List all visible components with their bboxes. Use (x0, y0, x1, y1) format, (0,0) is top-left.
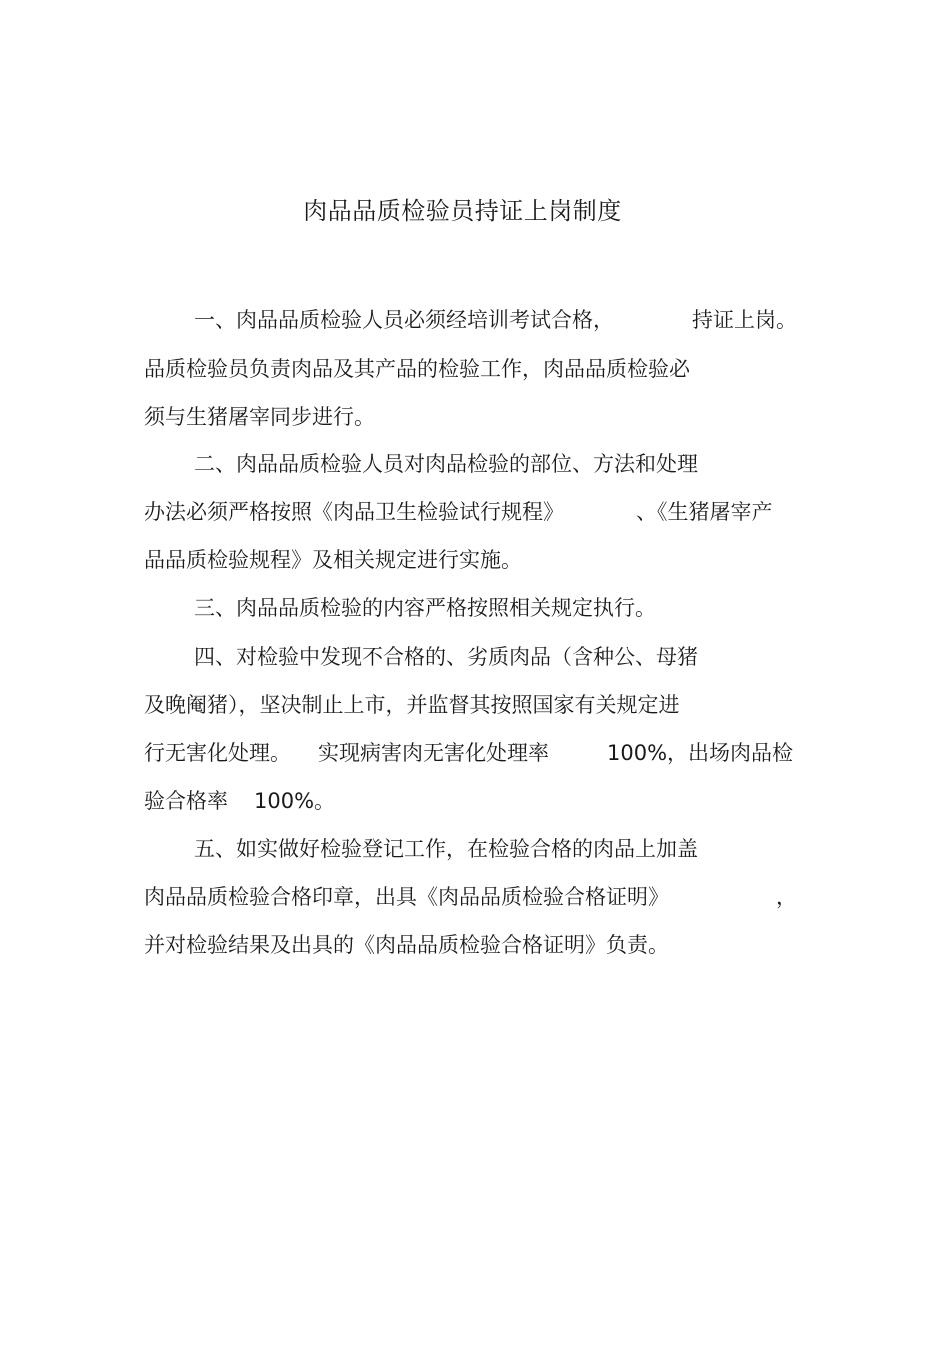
text-segment: 办法必须严格按照《肉品卫生检验试行规程》 (144, 500, 564, 524)
paragraph-1-line-3: 须与生猪屠宰同步进行。 (144, 405, 375, 429)
text-segment: 一、肉品品质检验人员必须经培训考试合格， (194, 308, 614, 332)
paragraph-5-line-3: 并对检验结果及出具的《肉品品质检验合格证明》负责。 (144, 933, 669, 957)
paragraph-5-line-1: 五、如实做好检验登记工作，在检验合格的肉品上加盖 (194, 837, 698, 861)
paragraph-4-line-2: 及晚阉猪），坚决制止上市，并监督其按照国家有关规定进 (144, 693, 680, 717)
paragraph-1-line-2: 品质检验员负责肉品及其产品的检验工作，肉品品质检验必 (144, 357, 690, 381)
text-segment: 100%，出场肉品检 (607, 741, 794, 765)
text-segment: ， (776, 885, 797, 909)
text-segment: 肉品品质检验合格印章，出具《肉品品质检验合格证明》 (144, 885, 669, 909)
text-segment: 验合格率 (144, 789, 228, 813)
text-segment: 100%。 (254, 789, 336, 813)
text-segment: 实现病害肉无害化处理率 (318, 741, 549, 765)
paragraph-3-line-1: 三、肉品品质检验的内容严格按照相关规定执行。 (194, 596, 656, 620)
text-segment: 行无害化处理。 (144, 741, 291, 765)
paragraph-2-line-3: 品品质检验规程》及相关规定进行实施。 (144, 548, 522, 572)
paragraph-2-line-1: 二、肉品品质检验人员对肉品检验的部位、方法和处理 (194, 452, 698, 476)
text-segment: 持证上岗。 (692, 308, 797, 332)
paragraph-4-line-1: 四、对检验中发现不合格的、劣质肉品（含种公、母猪 (194, 645, 698, 669)
document-title: 肉品品质检验员持证上岗制度 (303, 197, 622, 225)
text-segment: 、《生猪屠宰产 (636, 500, 773, 524)
